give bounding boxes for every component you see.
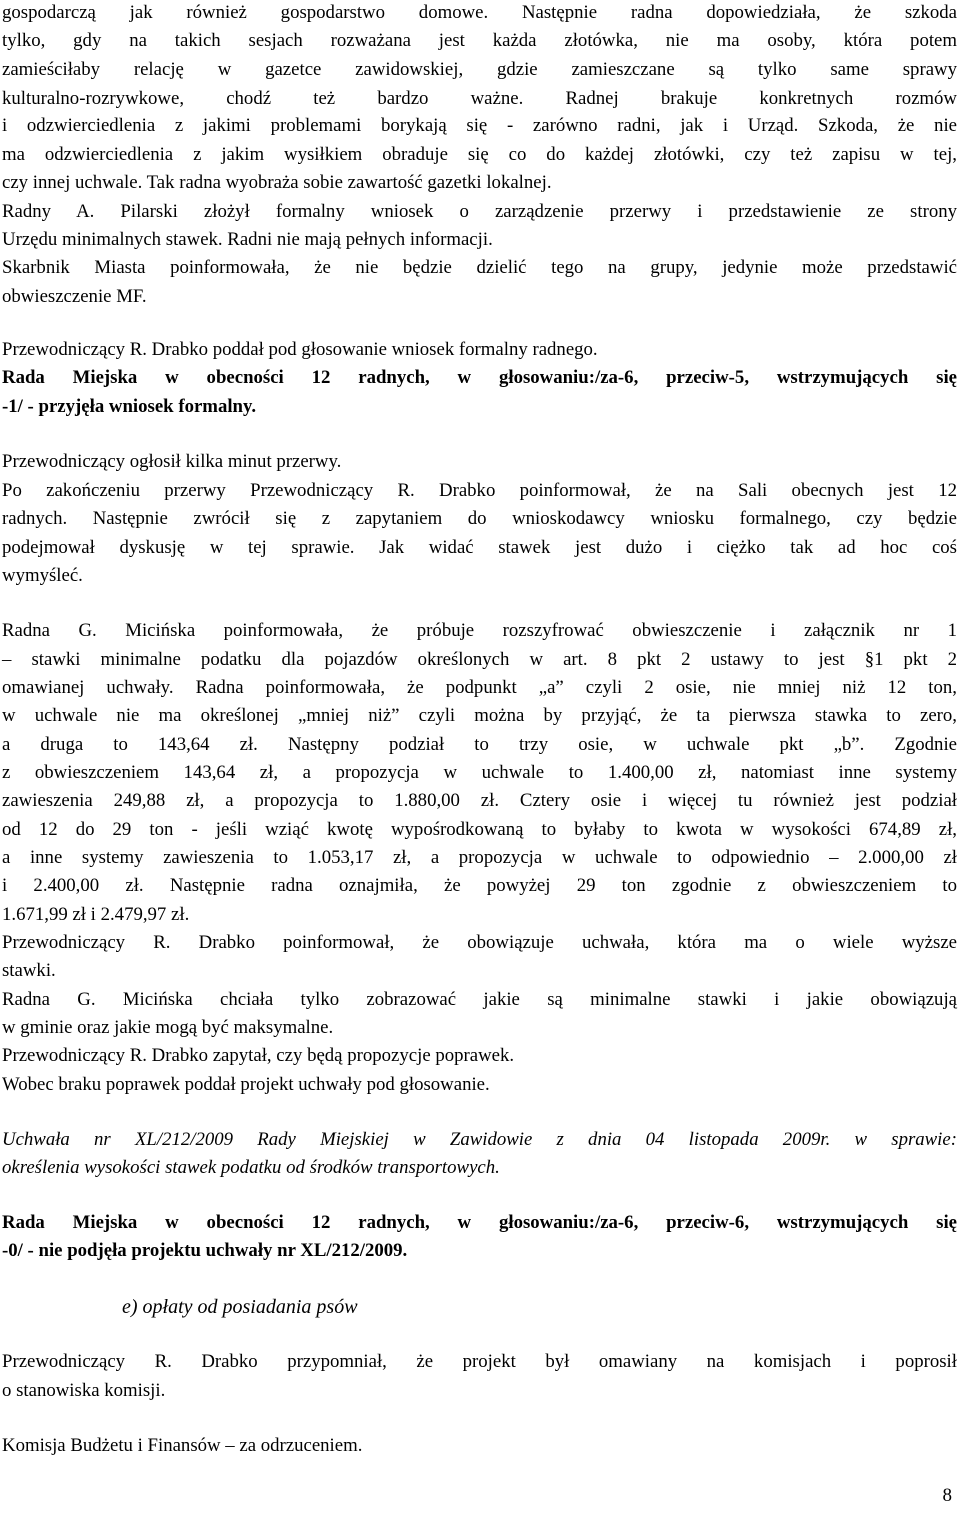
- text-line: tylko, gdy na takich sesjach rozważana jest każda złotówka, nie ma osoby, która potem: [2, 30, 957, 51]
- text-line: Radny A. Pilarski złożył formalny wniosek o zarządzenie przerwy i przedstawienie ze strony: [2, 201, 957, 222]
- text-line: kulturalno-rozrywkowe, chodź też bardzo ważne. Radnej brakuje konkretnych rozmów: [2, 88, 957, 109]
- text-line: Przewodniczący R. Drabko poddał pod głosowanie wniosek formalny radnego.: [2, 339, 598, 360]
- text-line: Po zakończeniu przerwy Przewodniczący R. Drabko poinformował, że na Sali obecnych jest 12: [2, 480, 957, 501]
- text-line: 1.671,99 zł i 2.479,97 zł.: [2, 904, 190, 925]
- text-line: zawieszenia 249,88 zł, a propozycja to 1.880,00 zł. Cztery osie i więcej tu również jest podział: [2, 790, 957, 811]
- text-line: obwieszczenie MF.: [2, 286, 147, 307]
- text-line: -0/ - nie podjęła projektu uchwały nr XL/212/2009.: [2, 1240, 408, 1261]
- text-line: omawianej uchwały. Radna poinformowała, że podpunkt „a” czyli 2 osie, nie mniej niż 12 ton,: [2, 677, 957, 698]
- text-line: e) opłaty od posiadania psów: [122, 1296, 358, 1318]
- text-line: o stanowiska komisji.: [2, 1380, 166, 1401]
- page-number: 8: [942, 1485, 952, 1506]
- text-line: – stawki minimalne podatku dla pojazdów określonych w art. 8 pkt 2 ustawy to jest §1 pkt 2: [2, 649, 957, 670]
- text-line: od 12 do 29 ton - jeśli wziąć kwotę wypośrodkowaną to byłaby to kwota w wysokości 674,89 zł,: [2, 819, 957, 840]
- text-line: -1/ - przyjęła wniosek formalny.: [2, 396, 257, 417]
- text-line: Wobec braku poprawek poddał projekt uchwały pod głosowanie.: [2, 1074, 490, 1095]
- text-line: Radna G. Micińska chciała tylko zobrazować jakie są minimalne stawki i jakie obowiązują: [2, 989, 957, 1010]
- text-line: i 2.400,00 zł. Następnie radna oznajmiła, że powyżej 29 ton zgodnie z obwieszczeniem to: [2, 875, 957, 896]
- text-line: Radna G. Micińska poinformowała, że próbuje rozszyfrować obwieszczenie i załącznik nr 1: [2, 620, 957, 641]
- text-line: Uchwała nr XL/212/2009 Rady Miejskiej w Zawidowie z dnia 04 listopada 2009r. w sprawie:: [2, 1129, 957, 1150]
- text-line: Komisja Budżetu i Finansów – za odrzuceniem.: [2, 1435, 363, 1456]
- text-line: w gminie oraz jakie mogą być maksymalne.: [2, 1017, 334, 1038]
- text-line: wymyśleć.: [2, 565, 83, 586]
- text-line: czy innej uchwale. Tak radna wyobraża sobie zawartość gazetki lokalnej.: [2, 172, 552, 193]
- text-line: a druga to 143,64 zł. Następny podział to trzy osie, w uchwale pkt „b”. Zgodnie: [2, 734, 957, 755]
- text-line: Przewodniczący R. Drabko poinformował, że obowiązuje uchwała, która ma o wiele wyższe: [2, 932, 957, 953]
- text-line: Przewodniczący R. Drabko zapytał, czy będą propozycje poprawek.: [2, 1045, 515, 1066]
- text-line: ma odzwierciedlenia z jakim wysiłkiem obraduje się co do każdej złotówki, czy też zapisu w tej,: [2, 144, 957, 165]
- text-line: Rada Miejska w obecności 12 radnych, w głosowaniu:/za-6, przeciw-6, wstrzymujących się: [2, 1212, 957, 1233]
- text-line: stawki.: [2, 960, 56, 981]
- text-line: podejmował dyskusję w tej sprawie. Jak widać stawek jest dużo i ciężko tak ad hoc coś: [2, 537, 957, 558]
- text-line: i odzwierciedlenia z jakimi problemami borykają się - zarówno radni, jak i Urząd. Szkoda, że nie: [2, 115, 957, 136]
- text-line: gospodarczą jak również gospodarstwo domowe. Następnie radna dopowiedziała, że szkoda: [2, 2, 957, 23]
- text-line: z obwieszczeniem 143,64 zł, a propozycja w uchwale to 1.400,00 zł, natomiast inne systemy: [2, 762, 957, 783]
- text-line: w uchwale nie ma określonej „mniej niż” czyli można by przyjąć, że ta pierwsza stawka to zero,: [2, 705, 957, 726]
- text-line: radnych. Następnie zwrócił się z zapytaniem do wnioskodawcy wniosku formalnego, czy będzie: [2, 508, 957, 529]
- text-line: Przewodniczący R. Drabko przypomniał, że projekt był omawiany na komisjach i poprosił: [2, 1351, 957, 1372]
- text-line: Rada Miejska w obecności 12 radnych, w głosowaniu:/za-6, przeciw-5, wstrzymujących się: [2, 367, 957, 388]
- text-line: określenia wysokości stawek podatku od środków transportowych.: [2, 1157, 500, 1178]
- text-line: Urzędu minimalnych stawek. Radni nie mają pełnych informacji.: [2, 229, 493, 250]
- text-line: Skarbnik Miasta poinformowała, że nie będzie dzielić tego na grupy, jedynie może przedstawić: [2, 257, 957, 278]
- text-line: zamieściłaby relację w gazetce zawidowskiej, gdzie zamieszczane są tylko same sprawy: [2, 59, 957, 80]
- text-line: Przewodniczący ogłosił kilka minut przerwy.: [2, 451, 342, 472]
- text-line: a inne systemy zawieszenia to 1.053,17 zł, a propozycja w uchwale to odpowiednio – 2.000,00 zł: [2, 847, 957, 868]
